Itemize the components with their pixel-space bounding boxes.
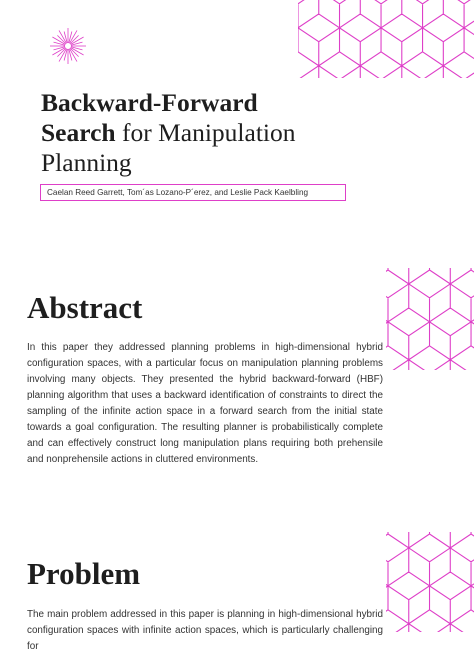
title-line-2-bold: Search: [41, 118, 116, 147]
cube-pattern-bottom: [386, 532, 474, 632]
title-line-2: for Manipulation: [115, 118, 296, 147]
title-line-1: Backward-Forward: [41, 88, 258, 117]
problem-body: The main problem addressed in this paper is planning in high-dimensional hybrid configuration spaces with infinite action spaces, which is particularly challenging for: [27, 609, 383, 652]
title-line-3: Planning: [41, 148, 132, 177]
abstract-heading: Abstract: [27, 290, 143, 325]
starburst-icon: [48, 26, 88, 66]
cube-pattern-middle: [386, 268, 474, 370]
paper-title: [41, 88, 371, 178]
abstract-body: In this paper they addressed planning problems in high-dimensional hybrid configuration spaces, with a particular focus on manipulation planning problems involving many objects. They presented the hybrid backward-forward (HBF) planning algorithm that uses a backward identification of constraints to direct the sampling of the infinite action space in a forward search from the initial state towards a goal configuration. The resulting planner is probabilistically complete and can effectively construct long manipulation plans requiring both prehensile and nonprehensile actions in cluttered environments.: [27, 342, 383, 465]
cube-pattern-top: [298, 0, 474, 78]
problem-heading: Problem: [27, 556, 141, 591]
author-list: Caelan Reed Garrett, Tom´as Lozano-P´erez, and Leslie Pack Kaelbling: [40, 184, 346, 201]
